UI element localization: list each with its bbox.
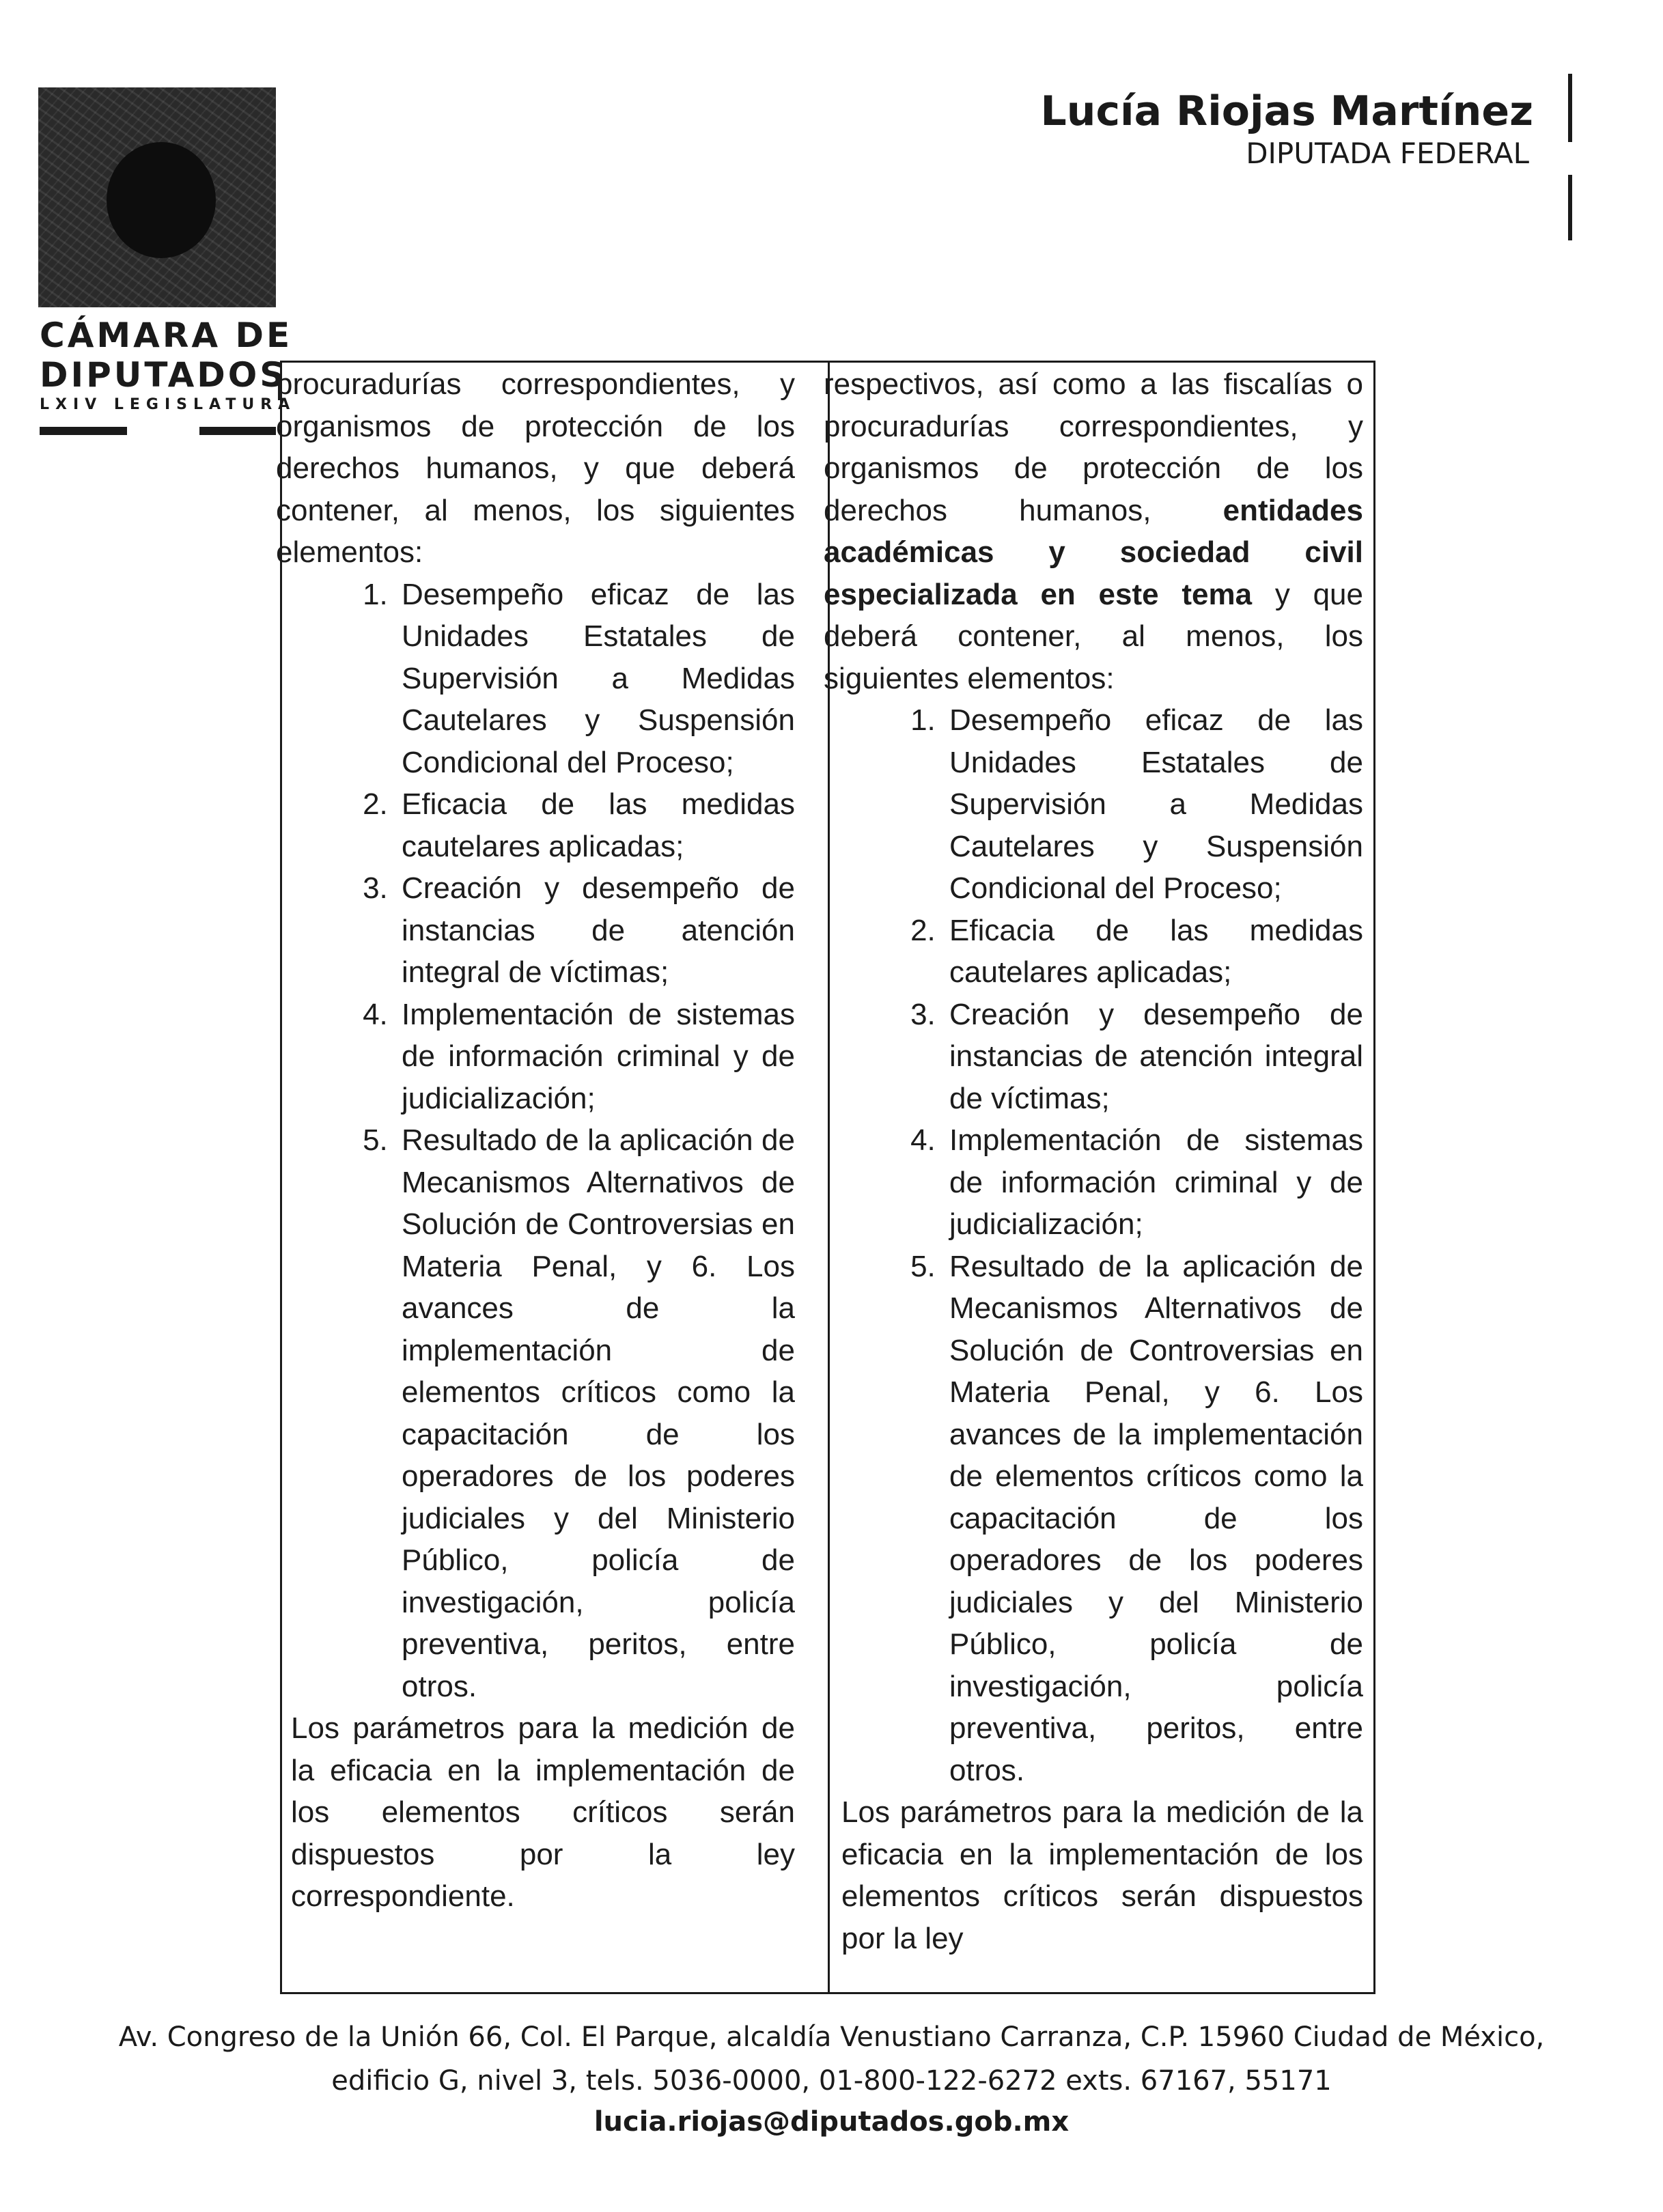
seal-icon [107,142,216,258]
right-intro [824,363,1363,699]
left-list-item: 4. Implementación de sistemas de información criminal y de judicialización; [396,994,795,1120]
logo-bar-left [40,427,127,435]
header-rule-top [1568,74,1572,142]
left-list-item: 1. Desempeño eficaz de las Unidades Estatales de Supervisión a Medidas Cautelares y Suspensión Condicional del Proceso; [396,574,795,784]
logo-line-2: DIPUTADOS [40,355,288,395]
left-intro: procuradurías correspondientes, y organismos de protección de los derechos humanos, y que deberá contener, al menos, los siguientes elementos: [276,367,795,569]
left-list-item: 2. Eficacia de las medidas cautelares aplicadas; [396,783,795,867]
footer-building: edificio G, nivel 3, tels. 5036-0000, 01-800-122-6272 exts. 67167, 55171 [331,2065,1332,2097]
deputy-name: Lucía Riojas Martínez [1040,87,1533,135]
right-elements-list [824,699,1363,1791]
deputy-role: DIPUTADA FEDERAL [1246,137,1529,170]
logo-line-3: LXIV LEGISLATURA [40,396,296,413]
right-list-item: 3. Creación y desempeño de instancias de atención integral de víctimas; [944,994,1363,1120]
right-list-item: 5. Resultado de la aplicación de Mecanismos Alternativos de Solución de Controversias en Materia Penal, y 6. Los avances de la implementación de elementos críticos como la capacitación de los operadores de los poderes judiciales y del Ministerio Público, policía de investigación, policía preventiva, peritos, entre otros. [944,1246,1363,1792]
header-rule-bottom [1568,175,1572,240]
right-list-item: 1. Desempeño eficaz de las Unidades Estatales de Supervisión a Medidas Cautelares y Suspensión Condicional del Proceso; [944,699,1363,910]
camara-logo-emblem [38,87,276,307]
left-list-item: 3. Creación y desempeño de instancias de atención integral de víctimas; [396,867,795,994]
footer-address: Av. Congreso de la Unión 66, Col. El Parque, alcaldía Venustiano Carranza, C.P. 15960 Ciudad de México, [118,2021,1545,2053]
right-list-item: 4. Implementación de sistemas de información criminal y de judicialización; [944,1119,1363,1246]
right-intro-bold: entidades académicas y sociedad civil especializada en este tema [824,493,1363,611]
right-list-item: 2. Eficacia de las medidas cautelares aplicadas; [944,910,1363,994]
right-intro-before: respectivos, así como a las fiscalías o procuradurías correspondientes, y organismos de protección de los derechos humanos, [824,367,1363,527]
footer-email[interactable]: lucia.riojas@diputados.gob.mx [593,2106,1070,2138]
logo-bar-right [199,427,276,435]
right-column [824,363,1363,1959]
left-list-item: 5. Resultado de la aplicación de Mecanismos Alternativos de Solución de Controversias en Materia Penal, y 6. Los avances de la implementación de elementos críticos como la capacitación de los operadores de los poderes judiciales y del Ministerio Público, policía de investigación, policía preventiva, peritos, entre otros. [396,1119,795,1707]
left-elements-list [276,574,795,1708]
right-closing: Los parámetros para la medición de la eficacia en la implementación de los elementos críticos serán dispuestos por la ley [841,1795,1363,1955]
left-closing: Los parámetros para la medición de la eficacia en la implementación de los elementos críticos serán dispuestos por la ley correspondiente. [291,1711,795,1913]
right-intro-after: y que deberá contener, al menos, los siguientes elementos: [824,577,1363,695]
logo-line-1: CÁMARA DE [40,316,293,355]
left-column [276,363,795,1918]
